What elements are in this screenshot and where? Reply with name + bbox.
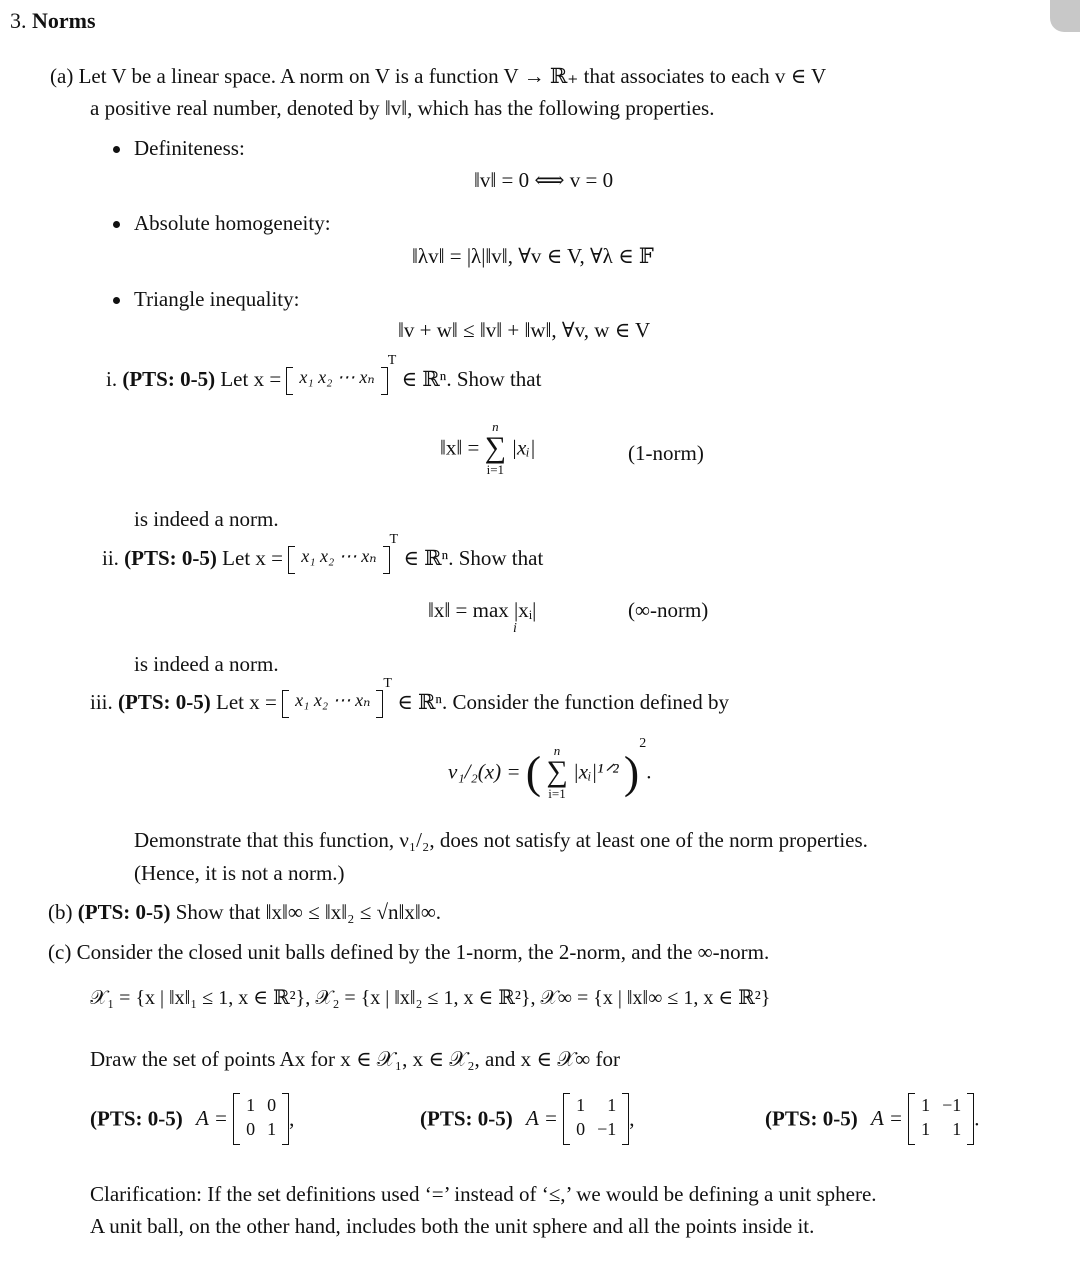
item-iii-label: iii. [90,690,113,714]
sum-symbol: n ∑ i=1 [484,419,507,477]
sum-symbol: n ∑ i=1 [546,743,568,801]
part-c-matrix-1 [90,1093,294,1145]
part-c-draw-text: Draw the set of points Ax for x ∈ 𝒳₁, x ∈ 𝒳₂, and x ∈ 𝒳∞ for [90,1047,620,1071]
item-i-pts: (PTS: 0-5) [122,367,216,391]
clarification-line1: Clarification: If the set definitions used ‘=’ instead of ‘≤,’ we would be defining a unit sphere. [90,1182,877,1206]
transpose-mark: T [389,532,399,547]
matrix-1-punct: , [289,1106,295,1131]
matrix-1-pts: (PTS: 0-5) [90,1106,183,1131]
matrix-3: 1 −1 1 1 [908,1093,974,1145]
item-ii-equation: ‖x‖ = max |xᵢ| [428,598,537,622]
part-c [48,940,769,965]
part-c-matrix-3 [765,1093,980,1145]
part-a-label: (a) [50,64,74,88]
scrollbar-thumb[interactable] [1050,0,1080,32]
matrix-1: 1 0 0 1 [233,1093,289,1145]
bullet-icon [113,297,120,304]
item-ii-vector: x₁ x₂ ⋯ xₙ [288,546,389,574]
clarification-line2: A unit ball, on the other hand, includes both the unit sphere and all the points inside it. [90,1214,815,1238]
item-ii-after-vector: ∈ ℝⁿ. Show that [403,546,544,570]
item-i-conclusion: is indeed a norm. [134,507,279,531]
property-name-triangle: Triangle inequality: [134,287,300,311]
transpose-mark: T [387,353,397,368]
item-i-statement [106,353,542,395]
matrix-1-lhs: A = [196,1106,228,1131]
bullet-icon [113,146,120,153]
bullet-icon [113,221,120,228]
item-i-after-vector: ∈ ℝⁿ. Show that [401,367,542,391]
item-iii-let: Let x = [216,690,277,714]
property-equation-homogeneity: ‖λv‖ = |λ|‖v‖, ∀v ∈ V, ∀λ ∈ 𝔽 [412,244,654,268]
section-number: 3. [10,8,27,33]
part-b-text: Show that ‖x‖∞ ≤ ‖x‖₂ ≤ √n‖x‖∞. [175,900,442,924]
part-b [48,900,441,925]
part-b-pts: (PTS: 0-5) [77,900,171,924]
item-iii-demo-line2: (Hence, it is not a norm.) [134,861,345,885]
item-i-tag: (1-norm) [628,441,704,465]
section-title: Norms [32,8,96,33]
part-c-set-definitions: 𝒳₁ = {x | ‖x‖₁ ≤ 1, x ∈ ℝ²}, 𝒳₂ = {x | ‖x‖₂ ≤ 1, x ∈ ℝ²}, 𝒳∞ = {x | ‖x‖∞ ≤ 1, x ∈ ℝ²} [90,987,771,1009]
item-iii-power: 2 [639,735,647,751]
matrix-3-lhs: A = [871,1106,903,1131]
part-b-label: (b) [48,900,73,924]
section-heading [10,8,96,34]
property-name-homogeneity: Absolute homogeneity: [134,211,331,235]
item-ii-conclusion: is indeed a norm. [134,652,279,676]
property-name-definiteness: Definiteness: [134,136,245,160]
item-iii-vector: x₁ x₂ ⋯ xₙ [282,690,383,718]
item-iii-equation-lhs: ν₁/₂(x) = [448,759,521,784]
part-a-line1 [50,64,826,89]
item-ii-max-sub: i [513,621,517,636]
item-i-equation-lhs: ‖x‖ = [440,435,480,460]
item-i-equation [440,420,535,476]
matrix-2-pts: (PTS: 0-5) [420,1106,513,1131]
property-equation-definiteness: ‖v‖ = 0 ⟺ v = 0 [474,168,614,192]
part-a-intro-line1: Let V be a linear space. A norm on V is a function V → ℝ₊ that associates to each v ∈ V [78,64,827,88]
item-ii-pts: (PTS: 0-5) [124,546,217,570]
item-ii-statement [102,532,544,574]
item-ii-label: ii. [102,546,119,570]
item-i-vector: x₁ x₂ ⋯ xₙ [286,367,387,395]
item-i-label: i. [106,367,118,391]
matrix-3-punct: . [974,1106,980,1131]
item-iii-pts: (PTS: 0-5) [118,690,211,714]
item-iii-equation: ν₁/₂(x) = ( n ∑ i=1 |xᵢ|¹ᐟ² )$^2$. [448,735,652,801]
matrix-2-punct: , [629,1106,635,1131]
item-ii-let: Let x = [222,546,283,570]
item-iii-demo-line1: Demonstrate that this function, ν₁/₂, does not satisfy at least one of the norm properties. [134,828,868,852]
matrix-3-pts: (PTS: 0-5) [765,1106,858,1131]
transpose-mark: T [383,676,392,691]
item-i-equation-rhs: |xᵢ| [511,435,536,460]
part-c-intro: Consider the closed unit balls defined by the 1-norm, the 2-norm, and the ∞-norm. [76,940,770,964]
matrix-2: 1 1 0 −1 [563,1093,629,1145]
part-a-intro-line2: a positive real number, denoted by ‖v‖, which has the following properties. [90,96,715,120]
item-i-let: Let x = [220,367,282,391]
item-iii-equation-inner: |xᵢ|¹ᐟ² [572,759,619,784]
item-ii-tag: (∞-norm) [628,598,709,622]
part-c-matrix-2 [420,1093,635,1145]
property-equation-triangle: ‖v + w‖ ≤ ‖v‖ + ‖w‖, ∀v, w ∈ V [398,318,651,342]
item-iii-statement [90,676,729,718]
part-c-label: (c) [48,940,72,964]
matrix-2-lhs: A = [526,1106,558,1131]
item-iii-after-vector: ∈ ℝⁿ. Consider the function defined by [397,690,729,714]
